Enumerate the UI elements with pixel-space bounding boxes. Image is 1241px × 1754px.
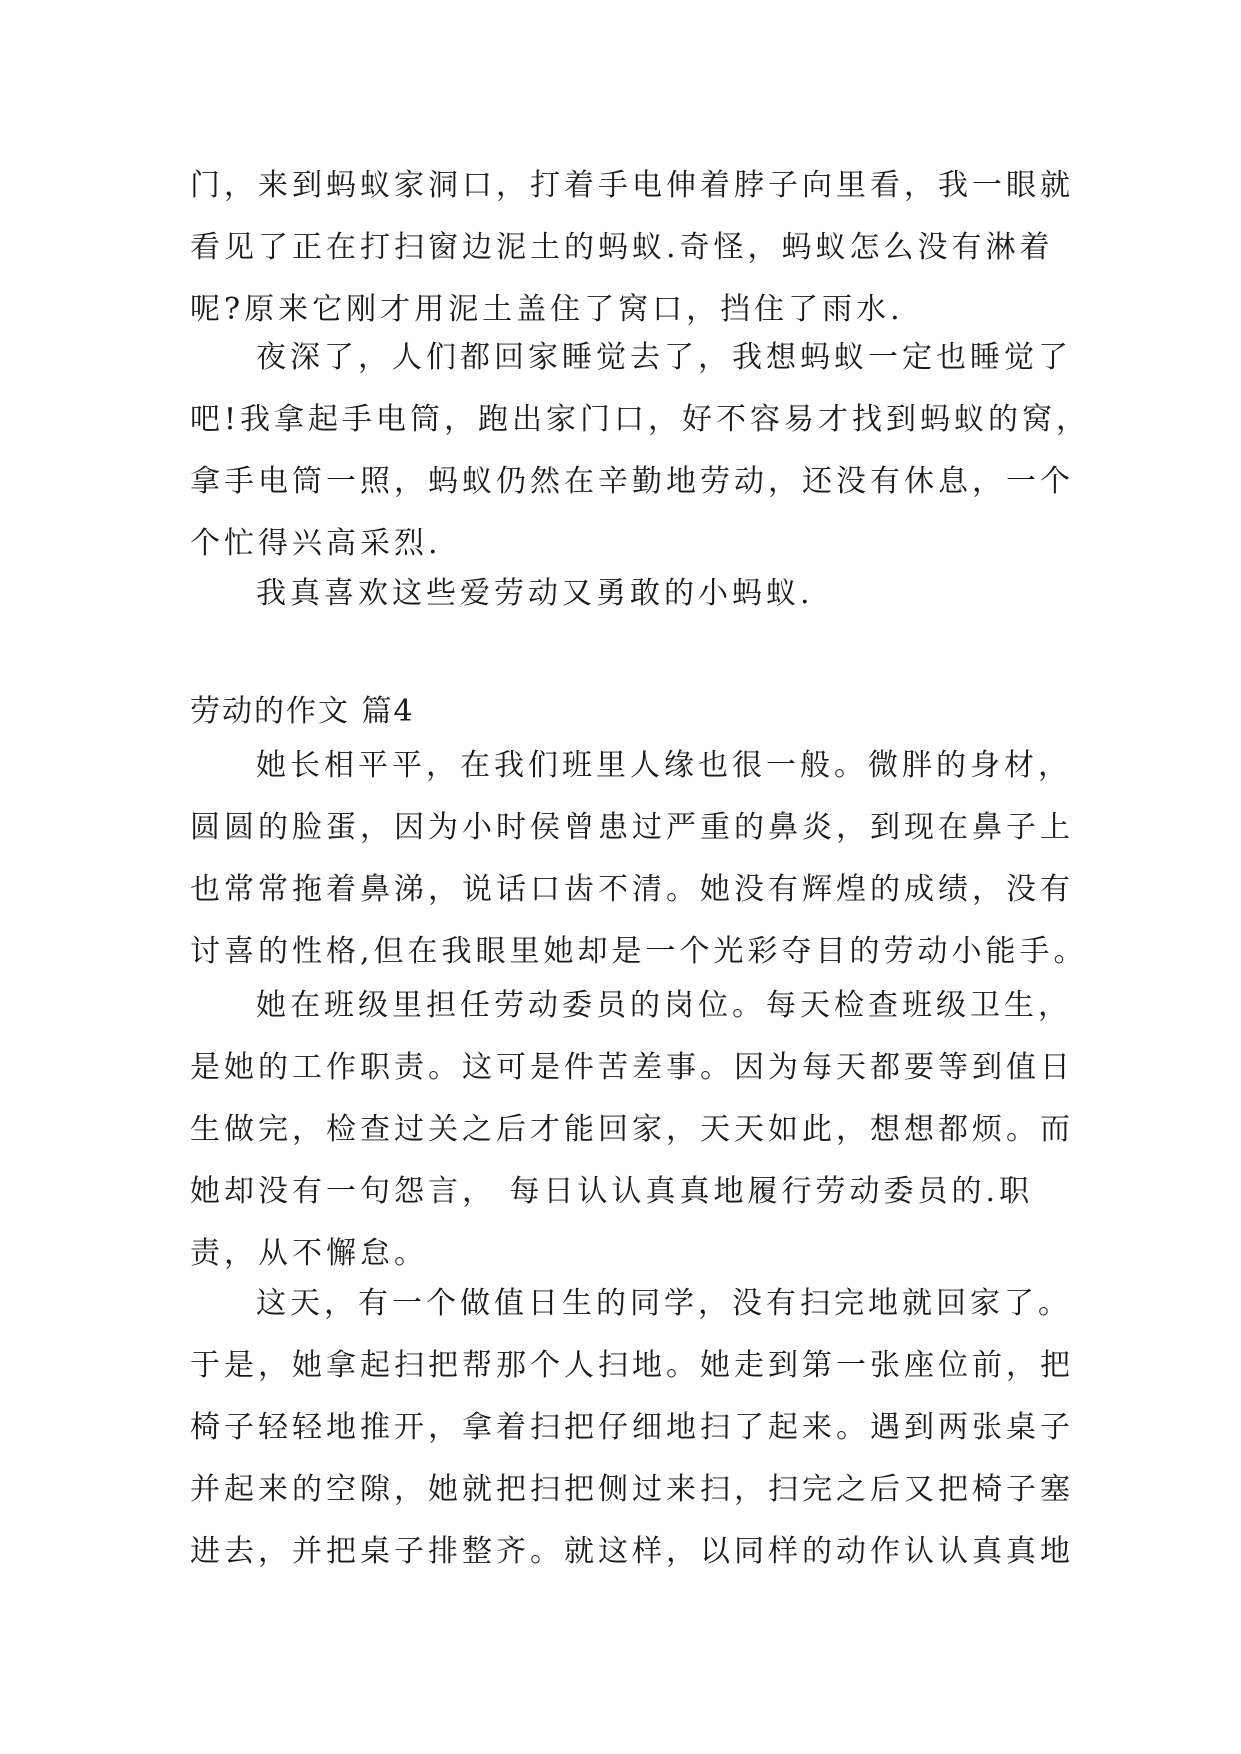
paragraph-line: 圆圆的脸蛋，因为小时侯曾患过严重的鼻炎，到现在鼻子上: [190, 810, 1074, 845]
paragraph-line: 吧!我拿起手电筒，跑出家门口，好不容易才找到蚂蚁的窝，: [190, 402, 1091, 437]
paragraph-line: 拿手电筒一照，蚂蚁仍然在辛勤地劳动，还没有休息，一个: [190, 464, 1074, 499]
paragraph-line: 夜深了，人们都回家睡觉去了，我想蚂蚁一定也睡觉了: [256, 340, 1072, 375]
paragraph-line: 我真喜欢这些爱劳动又勇敢的小蚂蚁.: [256, 576, 814, 611]
paragraph-closing: [190, 563, 1060, 625]
paragraph-sweeping: [190, 1273, 1074, 1583]
section-heading-text: 劳动的作文 篇4: [190, 694, 415, 729]
paragraph-line: 进去，并把桌子排整齐。就这样，以同样的动作认认真真地: [190, 1534, 1074, 1569]
paragraph-line: 呢?原来它刚才用泥土盖住了窝口，挡住了雨水.: [190, 292, 904, 327]
paragraph-night: [190, 327, 1091, 575]
paragraph-line: 并起来的空隙，她就把扫把侧过来扫，扫完之后又把椅子塞: [190, 1472, 1074, 1507]
paragraph-line: 讨喜的性格,但在我眼里她却是一个光彩夺目的劳动小能手。: [190, 934, 1088, 969]
paragraph-line: 她长相平平，在我们班里人缘也很一般。微胖的身材，: [256, 748, 1072, 783]
paragraph-line: 是她的工作职责。这可是件苦差事。因为每天都要等到值日: [190, 1050, 1074, 1085]
paragraph-line: 生做完，检查过关之后才能回家，天天如此，想想都烦。而: [190, 1112, 1074, 1147]
paragraph-duty: [190, 975, 1074, 1285]
paragraph-line: 看见了正在打扫窗边泥土的蚂蚁.奇怪，蚂蚁怎么没有淋着: [190, 230, 1054, 265]
paragraph-line: 椅子轻轻地推开，拿着扫把仔细地扫了起来。遇到两张桌子: [190, 1410, 1074, 1445]
continued-paragraph: [190, 155, 1074, 341]
paragraph-line: 门，来到蚂蚁家洞口，打着手电伸着脖子向里看，我一眼就: [190, 168, 1074, 203]
paragraph-intro: [190, 735, 1088, 983]
paragraph-line: 责，从不懈怠。: [190, 1236, 428, 1271]
section-heading: [190, 681, 1060, 743]
paragraph-line: 个忙得兴高采烈.: [190, 526, 442, 561]
paragraph-line: 她在班级里担任劳动委员的岗位。每天检查班级卫生，: [256, 988, 1072, 1023]
paragraph-line: 这天，有一个做值日生的同学，没有扫完地就回家了。: [256, 1286, 1072, 1321]
paragraph-line: 也常常拖着鼻涕，说话口齿不清。她没有辉煌的成绩，没有: [190, 872, 1074, 907]
paragraph-line: 于是，她拿起扫把帮那个人扫地。她走到第一张座位前，把: [190, 1348, 1074, 1383]
paragraph-line: 她却没有一句怨言， 每日认认真真地履行劳动委员的.职: [190, 1174, 1034, 1209]
